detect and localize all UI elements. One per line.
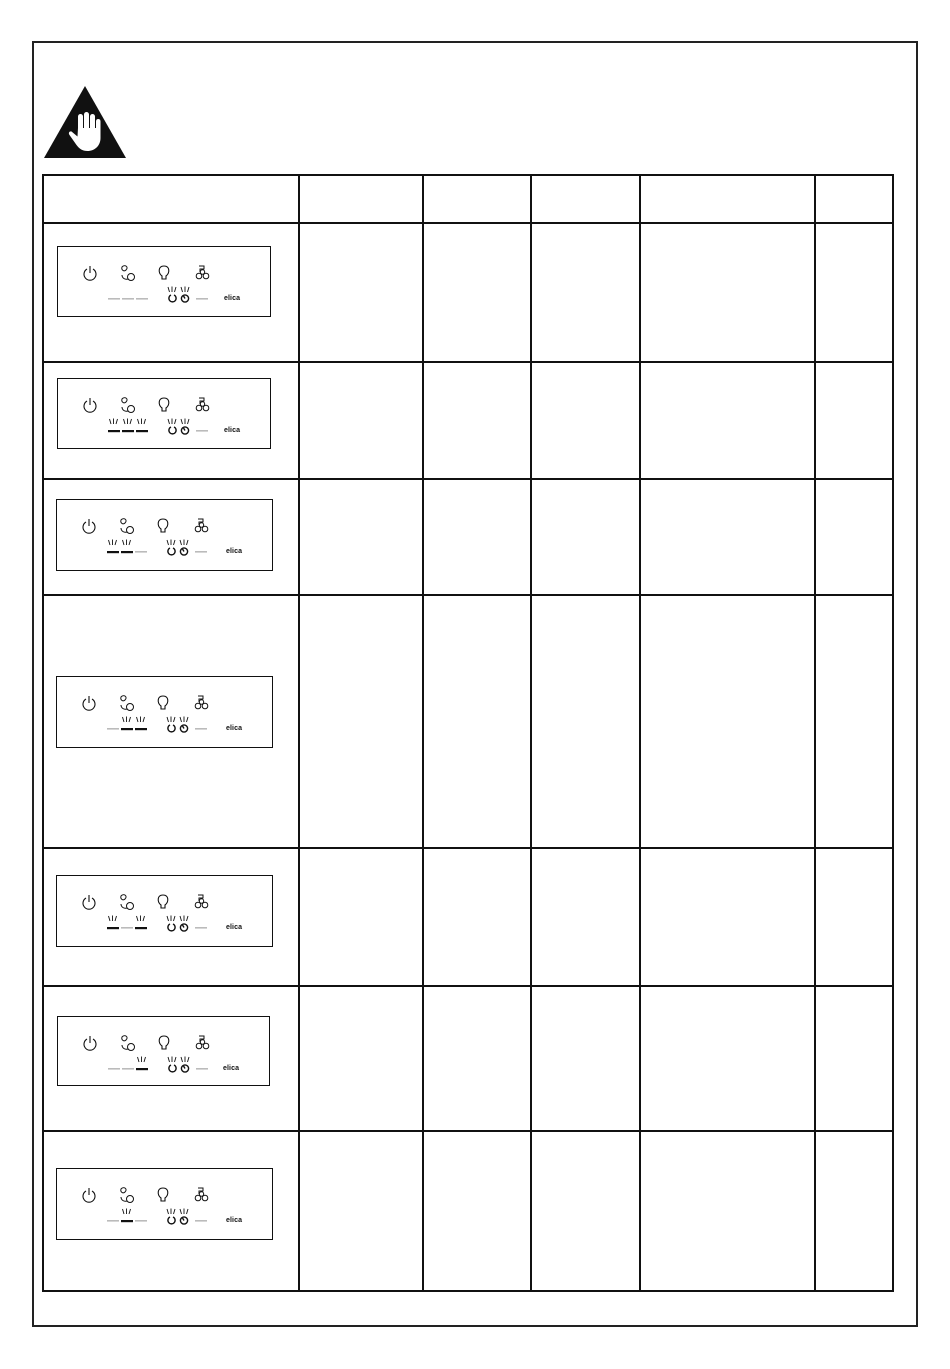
led-lit-rays bbox=[124, 419, 132, 425]
indicator-table bbox=[42, 174, 894, 1292]
led-lit-rays bbox=[123, 1209, 131, 1215]
speed-led-on bbox=[121, 1220, 133, 1222]
speed-led-off bbox=[122, 298, 134, 300]
clock-icon bbox=[180, 725, 187, 732]
clock-icon bbox=[181, 295, 188, 302]
speed-led-off bbox=[136, 298, 148, 300]
row-divider bbox=[44, 1130, 892, 1132]
led-lit-rays bbox=[167, 916, 175, 922]
speed-led-on bbox=[108, 430, 120, 432]
speed-led-off bbox=[135, 1220, 147, 1222]
filter-led-off bbox=[195, 728, 207, 730]
brand-logo: elica bbox=[226, 924, 243, 931]
fan-speed-icon bbox=[121, 519, 134, 534]
row-divider bbox=[44, 222, 892, 224]
clock-icon bbox=[180, 1217, 187, 1224]
power-icon bbox=[84, 1036, 96, 1050]
delay-off-icon bbox=[168, 548, 175, 555]
led-lit-rays bbox=[181, 1057, 189, 1063]
power-icon bbox=[83, 1188, 95, 1202]
light-bulb-icon bbox=[158, 519, 168, 532]
light-bulb-icon bbox=[159, 398, 169, 411]
speed-led-off bbox=[108, 298, 120, 300]
filter-icon bbox=[195, 519, 208, 532]
control-panel-diagram bbox=[56, 1168, 273, 1240]
led-lit-rays bbox=[109, 540, 117, 546]
led-lit-rays bbox=[167, 1209, 175, 1215]
speed-led-off bbox=[108, 1068, 120, 1070]
control-panel-diagram bbox=[56, 676, 273, 748]
led-lit-rays bbox=[168, 1057, 176, 1063]
led-lit-rays bbox=[180, 916, 188, 922]
led-lit-rays bbox=[110, 419, 118, 425]
filter-led-off bbox=[195, 1220, 207, 1222]
filter-icon bbox=[195, 1188, 208, 1201]
row-divider bbox=[44, 985, 892, 987]
filter-icon bbox=[196, 266, 209, 279]
led-lit-rays bbox=[168, 287, 176, 293]
led-lit-rays bbox=[167, 540, 175, 546]
light-bulb-icon bbox=[158, 895, 168, 908]
control-panel-diagram bbox=[56, 875, 273, 947]
led-lit-rays bbox=[123, 540, 131, 546]
column-divider bbox=[298, 176, 300, 1290]
filter-led-off bbox=[196, 298, 208, 300]
speed-led-off bbox=[135, 551, 147, 553]
led-lit-rays bbox=[167, 717, 175, 723]
light-bulb-icon bbox=[158, 1188, 168, 1201]
speed-led-on bbox=[121, 551, 133, 553]
delay-off-icon bbox=[169, 1065, 176, 1072]
led-lit-rays bbox=[138, 419, 146, 425]
speed-led-on bbox=[135, 728, 147, 730]
row-divider bbox=[44, 361, 892, 363]
light-bulb-icon bbox=[159, 266, 169, 279]
speed-led-on bbox=[107, 927, 119, 929]
power-icon bbox=[84, 398, 96, 412]
speed-led-off bbox=[121, 927, 133, 929]
column-divider bbox=[422, 176, 424, 1290]
led-lit-rays bbox=[180, 717, 188, 723]
column-divider bbox=[814, 176, 816, 1290]
fan-speed-icon bbox=[121, 696, 134, 711]
brand-logo: elica bbox=[224, 295, 241, 302]
column-divider bbox=[639, 176, 641, 1290]
led-lit-rays bbox=[181, 287, 189, 293]
led-lit-rays bbox=[180, 1209, 188, 1215]
filter-icon bbox=[196, 1036, 209, 1049]
delay-off-icon bbox=[169, 295, 176, 302]
column-divider bbox=[530, 176, 532, 1290]
control-panel-diagram bbox=[57, 246, 271, 317]
fan-speed-icon bbox=[121, 895, 134, 910]
power-icon bbox=[83, 895, 95, 909]
clock-icon bbox=[181, 1065, 188, 1072]
power-icon bbox=[83, 696, 95, 710]
led-lit-rays bbox=[180, 540, 188, 546]
filter-led-off bbox=[195, 927, 207, 929]
filter-led-off bbox=[196, 430, 208, 432]
fan-speed-icon bbox=[122, 266, 135, 281]
filter-led-off bbox=[195, 551, 207, 553]
delay-off-icon bbox=[168, 725, 175, 732]
control-panel-diagram bbox=[57, 1016, 270, 1086]
control-panel-diagram bbox=[57, 378, 271, 449]
clock-icon bbox=[180, 924, 187, 931]
led-lit-rays bbox=[168, 419, 176, 425]
filter-icon bbox=[196, 398, 209, 411]
brand-logo: elica bbox=[226, 1217, 243, 1224]
led-lit-rays bbox=[137, 717, 145, 723]
row-divider bbox=[44, 847, 892, 849]
row-divider bbox=[44, 478, 892, 480]
warning-hand-icon bbox=[42, 84, 128, 160]
led-lit-rays bbox=[123, 717, 131, 723]
delay-off-icon bbox=[168, 1217, 175, 1224]
brand-logo: elica bbox=[224, 427, 241, 434]
filter-led-off bbox=[196, 1068, 208, 1070]
speed-led-on bbox=[136, 430, 148, 432]
light-bulb-icon bbox=[159, 1036, 169, 1049]
light-bulb-icon bbox=[158, 696, 168, 709]
led-lit-rays bbox=[109, 916, 117, 922]
fan-speed-icon bbox=[122, 398, 135, 413]
brand-logo: elica bbox=[226, 548, 243, 555]
brand-logo: elica bbox=[226, 725, 243, 732]
speed-led-off bbox=[107, 1220, 119, 1222]
speed-led-off bbox=[107, 728, 119, 730]
power-icon bbox=[84, 266, 96, 280]
clock-icon bbox=[180, 548, 187, 555]
row-divider bbox=[44, 594, 892, 596]
fan-speed-icon bbox=[121, 1188, 134, 1203]
clock-icon bbox=[181, 427, 188, 434]
led-lit-rays bbox=[137, 916, 145, 922]
filter-icon bbox=[195, 895, 208, 908]
speed-led-off bbox=[122, 1068, 134, 1070]
filter-icon bbox=[195, 696, 208, 709]
power-icon bbox=[83, 519, 95, 533]
speed-led-on bbox=[122, 430, 134, 432]
led-lit-rays bbox=[138, 1057, 146, 1063]
fan-speed-icon bbox=[122, 1036, 135, 1051]
speed-led-on bbox=[136, 1068, 148, 1070]
speed-led-on bbox=[107, 551, 119, 553]
delay-off-icon bbox=[168, 924, 175, 931]
brand-logo: elica bbox=[223, 1065, 240, 1072]
speed-led-on bbox=[121, 728, 133, 730]
control-panel-diagram bbox=[56, 499, 273, 571]
led-lit-rays bbox=[181, 419, 189, 425]
delay-off-icon bbox=[169, 427, 176, 434]
speed-led-on bbox=[135, 927, 147, 929]
